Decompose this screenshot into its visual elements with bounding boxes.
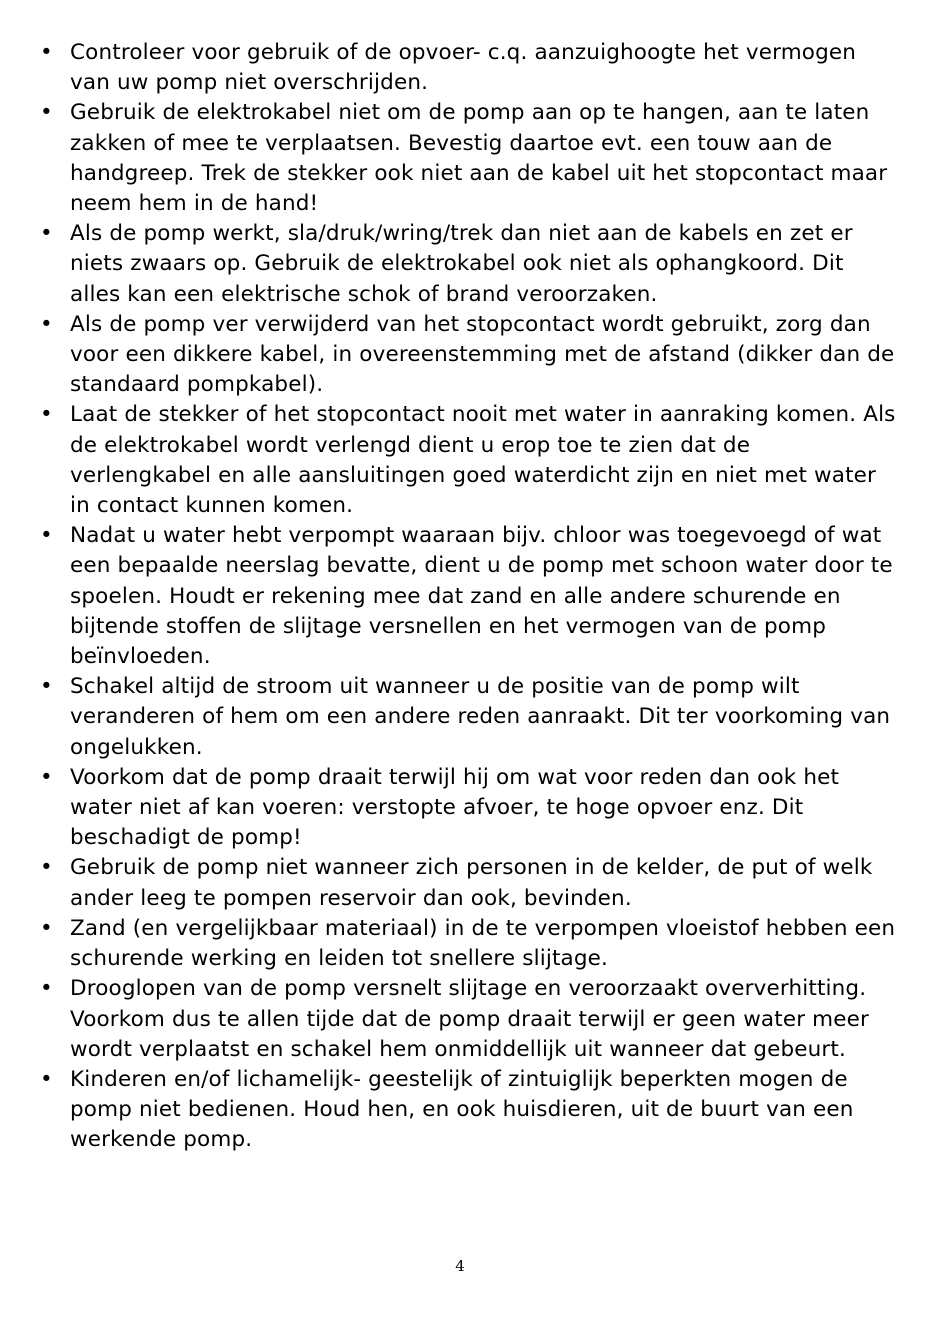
list-item: [38, 38, 898, 98]
list-item: [38, 672, 898, 763]
list-item-text: Controleer voor gebruik of de opvoer- c.q. aanzuighoogte het vermogen van uw pomp niet overschrijden.: [70, 40, 857, 96]
list-item-text: Zand (en vergelijkbaar materiaal) in de te verpompen vloeistof hebben een schurende werking en leiden tot snellere slijtage.: [70, 915, 896, 972]
list-item: [38, 974, 898, 1065]
page-content: [38, 38, 898, 1156]
list-item: [38, 1065, 898, 1156]
list-item-text: Gebruik de pomp niet wanneer zich personen in de kelder, de put of welk ander leeg te pompen reservoir dan ook, bevinden.: [70, 855, 873, 911]
list-item: [38, 853, 898, 913]
list-item: [38, 763, 898, 854]
list-item-text: Schakel altijd de stroom uit wanneer u de positie van de pomp wilt veranderen of hem om een andere reden aanraakt. Dit ter voorkoming van ongelukken.: [70, 674, 891, 760]
list-item: [38, 310, 898, 401]
bullet-icon: •: [40, 311, 53, 337]
list-item: [38, 521, 898, 672]
list-item: [38, 219, 898, 310]
bullet-icon: •: [40, 976, 53, 1002]
list-item-text: Voorkom dat de pomp draait terwijl hij om wat voor reden dan ook het water niet af kan voeren: verstopte afvoer, te hoge opvoer enz. Dit beschadigt de pomp!: [70, 764, 840, 851]
safety-instructions-list: [38, 38, 898, 1156]
list-item-text: Nadat u water hebt verpompt waaraan bijv. chloor was toegevoegd of wat een bepaalde neerslag bevatte, dient u de pomp met schoon water door te spoelen. Houdt er rekening mee dat zand en alle andere schurende en bijtende stoffen de slijtage versnellen en het vermogen van de pomp beïnvloeden.: [70, 523, 893, 670]
list-item: [38, 98, 898, 219]
list-item-text: Als de pomp ver verwijderd van het stopcontact wordt gebruikt, zorg dan voor een dikkere kabel, in overeenstemming met de afstand (dikker dan de standaard pompkabel).: [70, 311, 895, 398]
page-number: 4: [455, 1257, 465, 1275]
bullet-icon: •: [40, 764, 53, 790]
bullet-icon: •: [40, 100, 53, 126]
list-item-text: Laat de stekker of het stopcontact nooit met water in aanraking komen. Als de elektrokabel wordt verlengd dient u erop toe te zien dat de verlengkabel en alle aansluitingen goed waterdicht zijn en niet met water in contact kunnen komen.: [70, 402, 896, 519]
list-item-text: Als de pomp werkt, sla/druk/wring/trek dan niet aan de kabels en zet er niets zwaars op. Gebruik de elektrokabel ook niet als ophangkoord. Dit alles kan een elektrische schok of brand veroorzaken.: [70, 221, 853, 307]
list-item-text: Kinderen en/of lichamelijk- geestelijk of zintuiglijk beperkten mogen de pomp niet bedienen. Houd hen, en ook huisdieren, uit de buurt van een werkende pomp.: [70, 1066, 854, 1153]
list-item: [38, 400, 898, 521]
list-item: [38, 914, 898, 974]
bullet-icon: •: [40, 221, 53, 247]
bullet-icon: •: [40, 523, 53, 549]
bullet-icon: •: [40, 1066, 53, 1092]
list-item-text: Drooglopen van de pomp versnelt slijtage en veroorzaakt oververhitting. Voorkom dus te allen tijde dat de pomp draait terwijl er geen water meer wordt verplaatst en schakel hem onmiddellijk uit wanneer dat gebeurt.: [70, 976, 870, 1062]
list-item-text: Gebruik de elektrokabel niet om de pomp aan op te hangen, aan te laten zakken of mee te verplaatsen. Bevestig daartoe evt. een touw aan de handgreep. Trek de stekker ook niet aan de kabel uit het stopcontact maar neem hem in de hand!: [70, 100, 888, 217]
bullet-icon: •: [40, 915, 53, 941]
bullet-icon: •: [40, 402, 53, 428]
bullet-icon: •: [40, 674, 53, 700]
bullet-icon: •: [40, 40, 53, 65]
bullet-icon: •: [40, 855, 53, 881]
